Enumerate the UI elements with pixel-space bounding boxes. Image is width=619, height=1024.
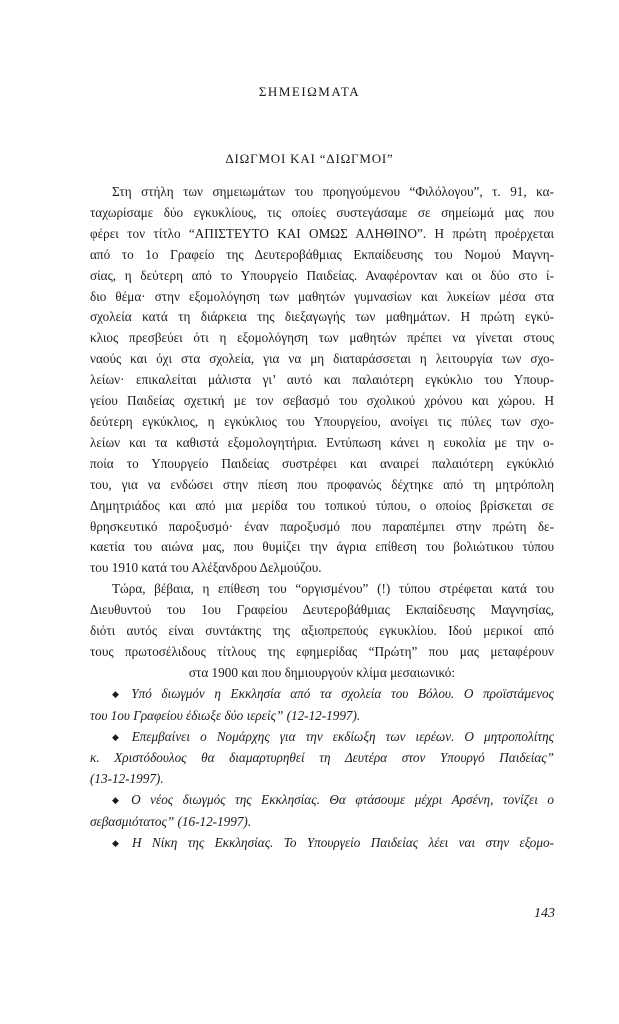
text-line: ποία το Υπουργείο Παιδείας συστρέφει και αναιρεί παλαιότερη εγκύκλιό	[90, 455, 554, 471]
diamond-bullet-icon: ◆	[112, 688, 126, 699]
text-line: από το 1ο Γραφείο της Δευτεροβάθμιας Εκπαίδευσης του Νομού Μαγνη-	[90, 246, 554, 262]
text-line: ◆ Ο νέος διωγμός της Εκκλησίας. Θα φτάσουμε μέχρι Αρσένη, τονίζει ο	[112, 792, 555, 808]
text-line: ◆ Επεμβαίνει ο Νομάρχης για την εκδίωξη των ιερέων. Ο μητροπολίτης	[112, 728, 555, 744]
text-line: σίας, η δεύτερη από το Υπουργείο Παιδείας. Αναφέρονταν και οι δύο στο ί-	[90, 267, 554, 283]
text-line: λείων και τα καθιστά εξομολογητήρια. Εντύπωση κάνει η ευκολία με την ο-	[90, 434, 554, 450]
article-title: ΔΙΩΓΜΟΙ ΚΑΙ “ΔΙΩΓΜΟΙ”	[225, 151, 394, 166]
headline-list	[90, 684, 554, 855]
diamond-bullet-icon: ◆	[112, 795, 126, 806]
text-line: Τώρα, βέβαια, η επίθεση του “οργισμένου” (!) τύπου στρέφεται κατά του	[112, 581, 554, 597]
page-number: 143	[534, 906, 555, 921]
text-line: λείων· επικαλείται μάλιστα γι’ αυτό και παλαιότερη εγκύκλιο του Υπουρ-	[90, 372, 554, 388]
text-line: του 1910 κατά του Αλέξανδρου Δελμούζου.	[90, 560, 322, 576]
text-line: Στη στήλη των σημειωμάτων του προηγούμενου “Φιλόλογου”, τ. 91, κα-	[112, 184, 554, 199]
text-line: θρησκευτικό παροξυσμό· έναν παροξυσμό που παραπέμπει στην πρώτη δε-	[90, 518, 554, 534]
diamond-bullet-icon: ◆	[112, 731, 126, 742]
text-line: του, για να ενδώσει στην πίεση που προφανώς δέχτηκε από τη μητρόπολη	[90, 476, 554, 492]
text-line: του 1ου Γραφείου έδιωξε δύο ιερείς” (12-12-1997).	[90, 707, 361, 723]
text-line: δεύτερη εγκύκλιος, η εγκύκλιος του Υπουργείου, ανοίγει τις πύλες των σχο-	[90, 413, 554, 429]
text-line: καετία του αιώνα μας, που θυμίζει την άγρια επίθεση του βολιώτικου τύπου	[90, 539, 554, 555]
diamond-bullet-icon: ◆	[112, 838, 127, 849]
text-line: διότι αυτός είναι συντάκτης της αξιοπρεπούς εγκυκλίου. Ιδού μερικοί από	[90, 623, 554, 639]
text-line: ναούς και όχι στα σχολεία, για να μη διαταράσσεται η λειτουργία των σχο-	[90, 351, 554, 367]
list-item	[90, 684, 554, 727]
article-body	[90, 182, 554, 855]
text-line: (13-12-1997).	[90, 771, 164, 787]
text-line: διο θέμα· στην εξομολόγηση των μαθητών γυμνασίων και λυκείων μέσα στα	[90, 288, 554, 304]
list-item	[90, 727, 554, 791]
text-line: σεβασμιότατος” (16-12-1997).	[90, 814, 252, 830]
text-line: φέρει τον τίτλο “ΑΠΙΣΤΕΥΤΟ ΚΑΙ ΟΜΩΣ ΑΛΗΘΙΝΟ”. Η πρώτη προέρχεται	[90, 225, 554, 241]
text-line: ταχωρίσαμε δύο εγκυκλίους, τις οποίες συστεγάσαμε σε σημείωμά μας που	[90, 204, 554, 220]
text-line: ◆ Η Νίκη της Εκκλησίας. Το Υπουργείο Παιδείας λέει ναι στην εξομο-	[112, 835, 554, 851]
list-item	[90, 833, 554, 855]
text-line: γείου Παιδείας σχετική με τον σεβασμό του σχολικού χρόνου και χώρου. Η	[90, 393, 554, 409]
text-line: τους πρωτοσέλιδους τίτλους της εφημερίδας “Πρώτη” που μας μεταφέρουν	[90, 643, 554, 659]
list-item	[90, 790, 554, 833]
text-line: Δημητριάδος και από μια μερίδα του τοπικού τύπου, ο οποίος βρίσκεται σε	[90, 497, 554, 513]
text-line: κ. Χριστόδουλος θα διαμαρτυρηθεί τη Δευτέρα στον Υπουργό Παιδείας”	[90, 750, 554, 766]
section-title: ΣΗΜΕΙΩΜΑΤΑ	[258, 84, 361, 99]
paragraph-2	[90, 579, 554, 684]
text-line: στα 1900 και που δημιουργούν κλίμα μεσαιωνικό:	[188, 664, 456, 680]
text-line: κλιος πρεσβεύει ότι η εξομολόγηση των μαθητών πρέπει να γίνεται στους	[90, 330, 554, 346]
text-line: ◆ Υπό διωγμόν η Εκκλησία από τα σχολεία του Βόλου. Ο προϊστάμενος	[112, 685, 554, 701]
text-line: Διευθυντού του 1ου Γραφείου Δευτεροβάθμιας Εκπαίδευσης Μαγνησίας,	[90, 602, 554, 618]
paragraph-1	[90, 182, 554, 579]
text-line: σχολεία κατά τη διάρκεια της διεξαγωγής των μαθημάτων. Η πρώτη εγκύ-	[90, 309, 554, 325]
